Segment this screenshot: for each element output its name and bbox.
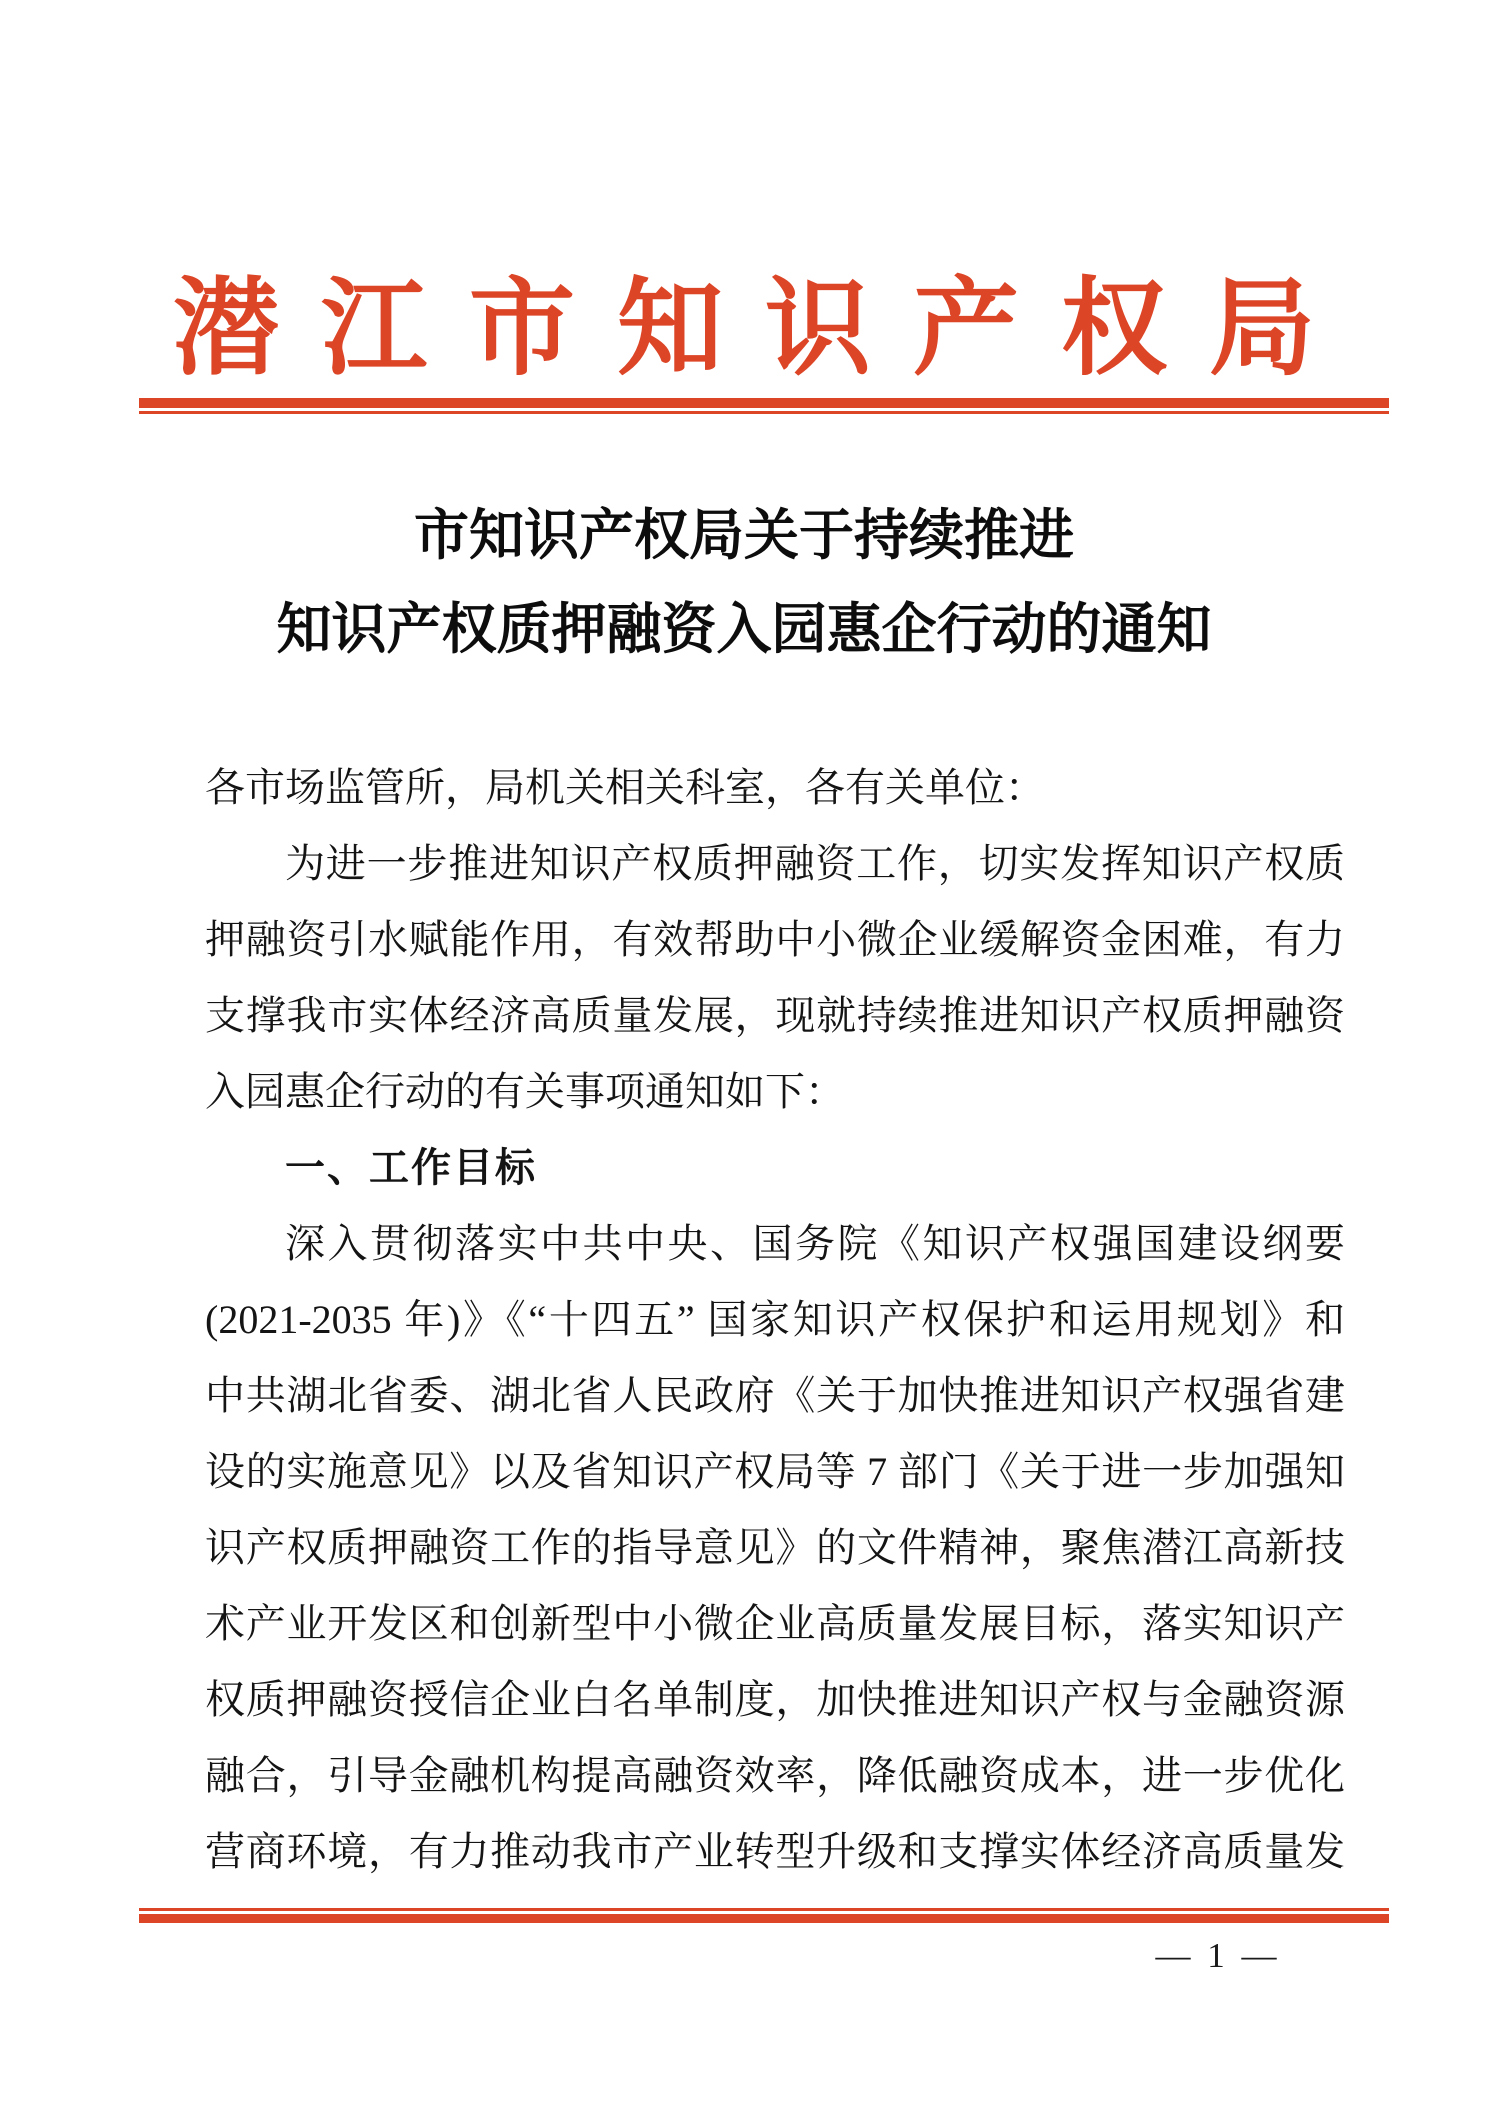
- divider-thin-line: [139, 411, 1389, 414]
- body-line: 入园惠企行动的有关事项通知如下：: [205, 1069, 845, 1114]
- body-line: 押融资引水赋能作用，有效帮助中小微企业缓解资金困难，有力: [205, 917, 1345, 962]
- section-heading: 一、工作目标: [285, 1146, 537, 1190]
- document-title-line2: 知识产权质押融资入园惠企行动的通知: [276, 599, 1212, 660]
- body-line: (2021-2035 年)》《“十四五” 国家知识产权保护和运用规划》和: [205, 1297, 1345, 1342]
- footer-divider: [139, 1908, 1389, 1923]
- document-title-line1: 市知识产权局关于持续推进: [413, 505, 1074, 566]
- body-line: 权质押融资授信企业白名单制度，加快推进知识产权与金融资源: [205, 1677, 1345, 1722]
- divider-thick-line: [139, 398, 1389, 408]
- agency-letterhead: 潜江市知识产权局: [173, 271, 1357, 388]
- body-line: 中共湖北省委、湖北省人民政府《关于加快推进知识产权强省建: [205, 1373, 1345, 1418]
- body-line: 深入贯彻落实中共中央、国务院《知识产权强国建设纲要: [285, 1221, 1345, 1266]
- page-number: — 1 —: [1155, 1936, 1281, 1975]
- body-line: 各市场监管所，局机关相关科室，各有关单位：: [205, 765, 1045, 810]
- body-line: 融合，引导金融机构提高融资效率，降低融资成本，进一步优化: [205, 1753, 1345, 1798]
- body-line: 营商环境，有力推动我市产业转型升级和支撑实体经济高质量发: [205, 1829, 1345, 1874]
- body-line: 设的实施意见》以及省知识产权局等 7 部门《关于进一步加强知: [205, 1449, 1345, 1494]
- body-line: 为进一步推进知识产权质押融资工作，切实发挥知识产权质: [285, 841, 1345, 886]
- divider-thick-line: [139, 1914, 1389, 1923]
- body-text: [205, 750, 1345, 1890]
- document-title: [0, 489, 1488, 677]
- body-line: 术产业开发区和创新型中小微企业高质量发展目标，落实知识产: [205, 1601, 1345, 1646]
- letterhead-divider: [139, 398, 1389, 414]
- body-line: 识产权质押融资工作的指导意见》的文件精神，聚焦潜江高新技: [205, 1525, 1345, 1570]
- body-line: 支撑我市实体经济高质量发展，现就持续推进知识产权质押融资: [205, 993, 1345, 1038]
